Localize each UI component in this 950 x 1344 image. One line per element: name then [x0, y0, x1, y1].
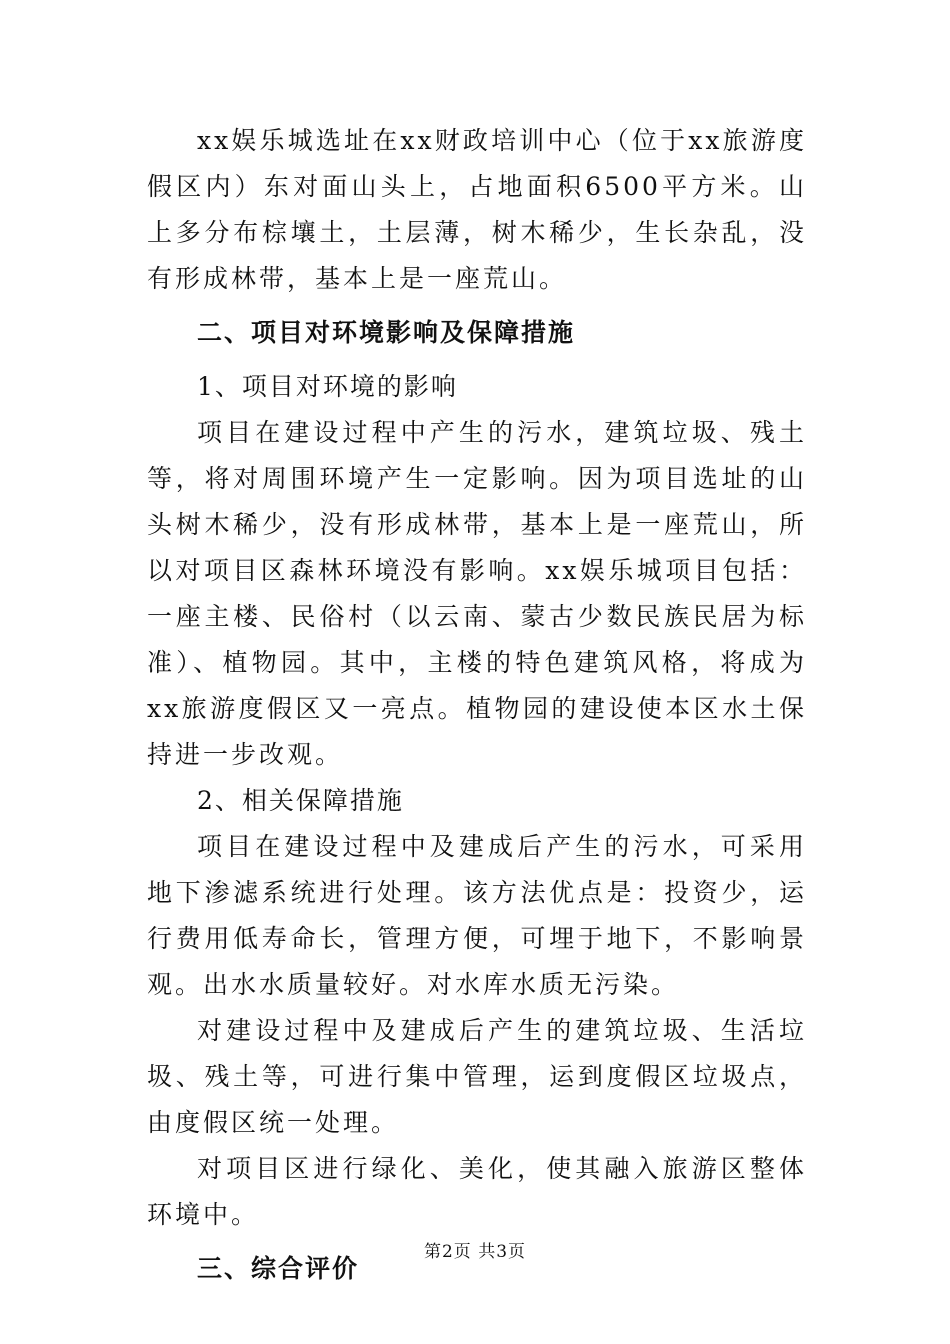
paragraph-waste-management: 对建设过程中及建成后产生的建筑垃圾、生活垃圾、残土等，可进行集中管理，运到度假区垃圾点，由度假区统一处理。: [147, 1016, 807, 1137]
paragraph-sewage-treatment: 项目在建设过程中及建成后产生的污水，可采用地下渗滤系统进行处理。该方法优点是：投资少，运行费用低寿命长，管理方便，可埋于地下，不影响景观。出水水质量较好。对水库水质无污染。: [147, 832, 807, 999]
subheading-measures: 2、相关保障措施: [197, 786, 404, 815]
page-number-footer: 第2页 共3页: [423, 1242, 527, 1262]
document-body: [147, 118, 807, 1300]
subheading-impact: 1、项目对环境的影响: [197, 372, 458, 401]
section-heading-environmental-impact: 二、项目对环境影响及保障措施: [197, 318, 576, 347]
section-heading-evaluation: 三、综合评价: [197, 1254, 360, 1283]
paragraph-greening: 对项目区进行绿化、美化，使其融入旅游区整体环境中。: [147, 1154, 807, 1229]
paragraph-impact-details: 项目在建设过程中产生的污水，建筑垃圾、残土等，将对周围环境产生一定影响。因为项目选址的山头树木稀少，没有形成林带，基本上是一座荒山，所以对项目区森林环境没有影响。xx娱乐城项目包括：一座主楼、民俗村（以云南、蒙古少数民族民居为标准）、植物园。其中，主楼的特色建筑风格，将成为xx旅游度假区又一亮点。植物园的建设使本区水土保持进一步改观。: [147, 418, 807, 769]
paragraph-site-description: xx娱乐城选址在xx财政培训中心（位于xx旅游度假区内）东对面山头上，占地面积6500平方米。山上多分布棕壤土，土层薄，树木稀少，生长杂乱，没有形成林带，基本上是一座荒山。: [147, 126, 807, 293]
